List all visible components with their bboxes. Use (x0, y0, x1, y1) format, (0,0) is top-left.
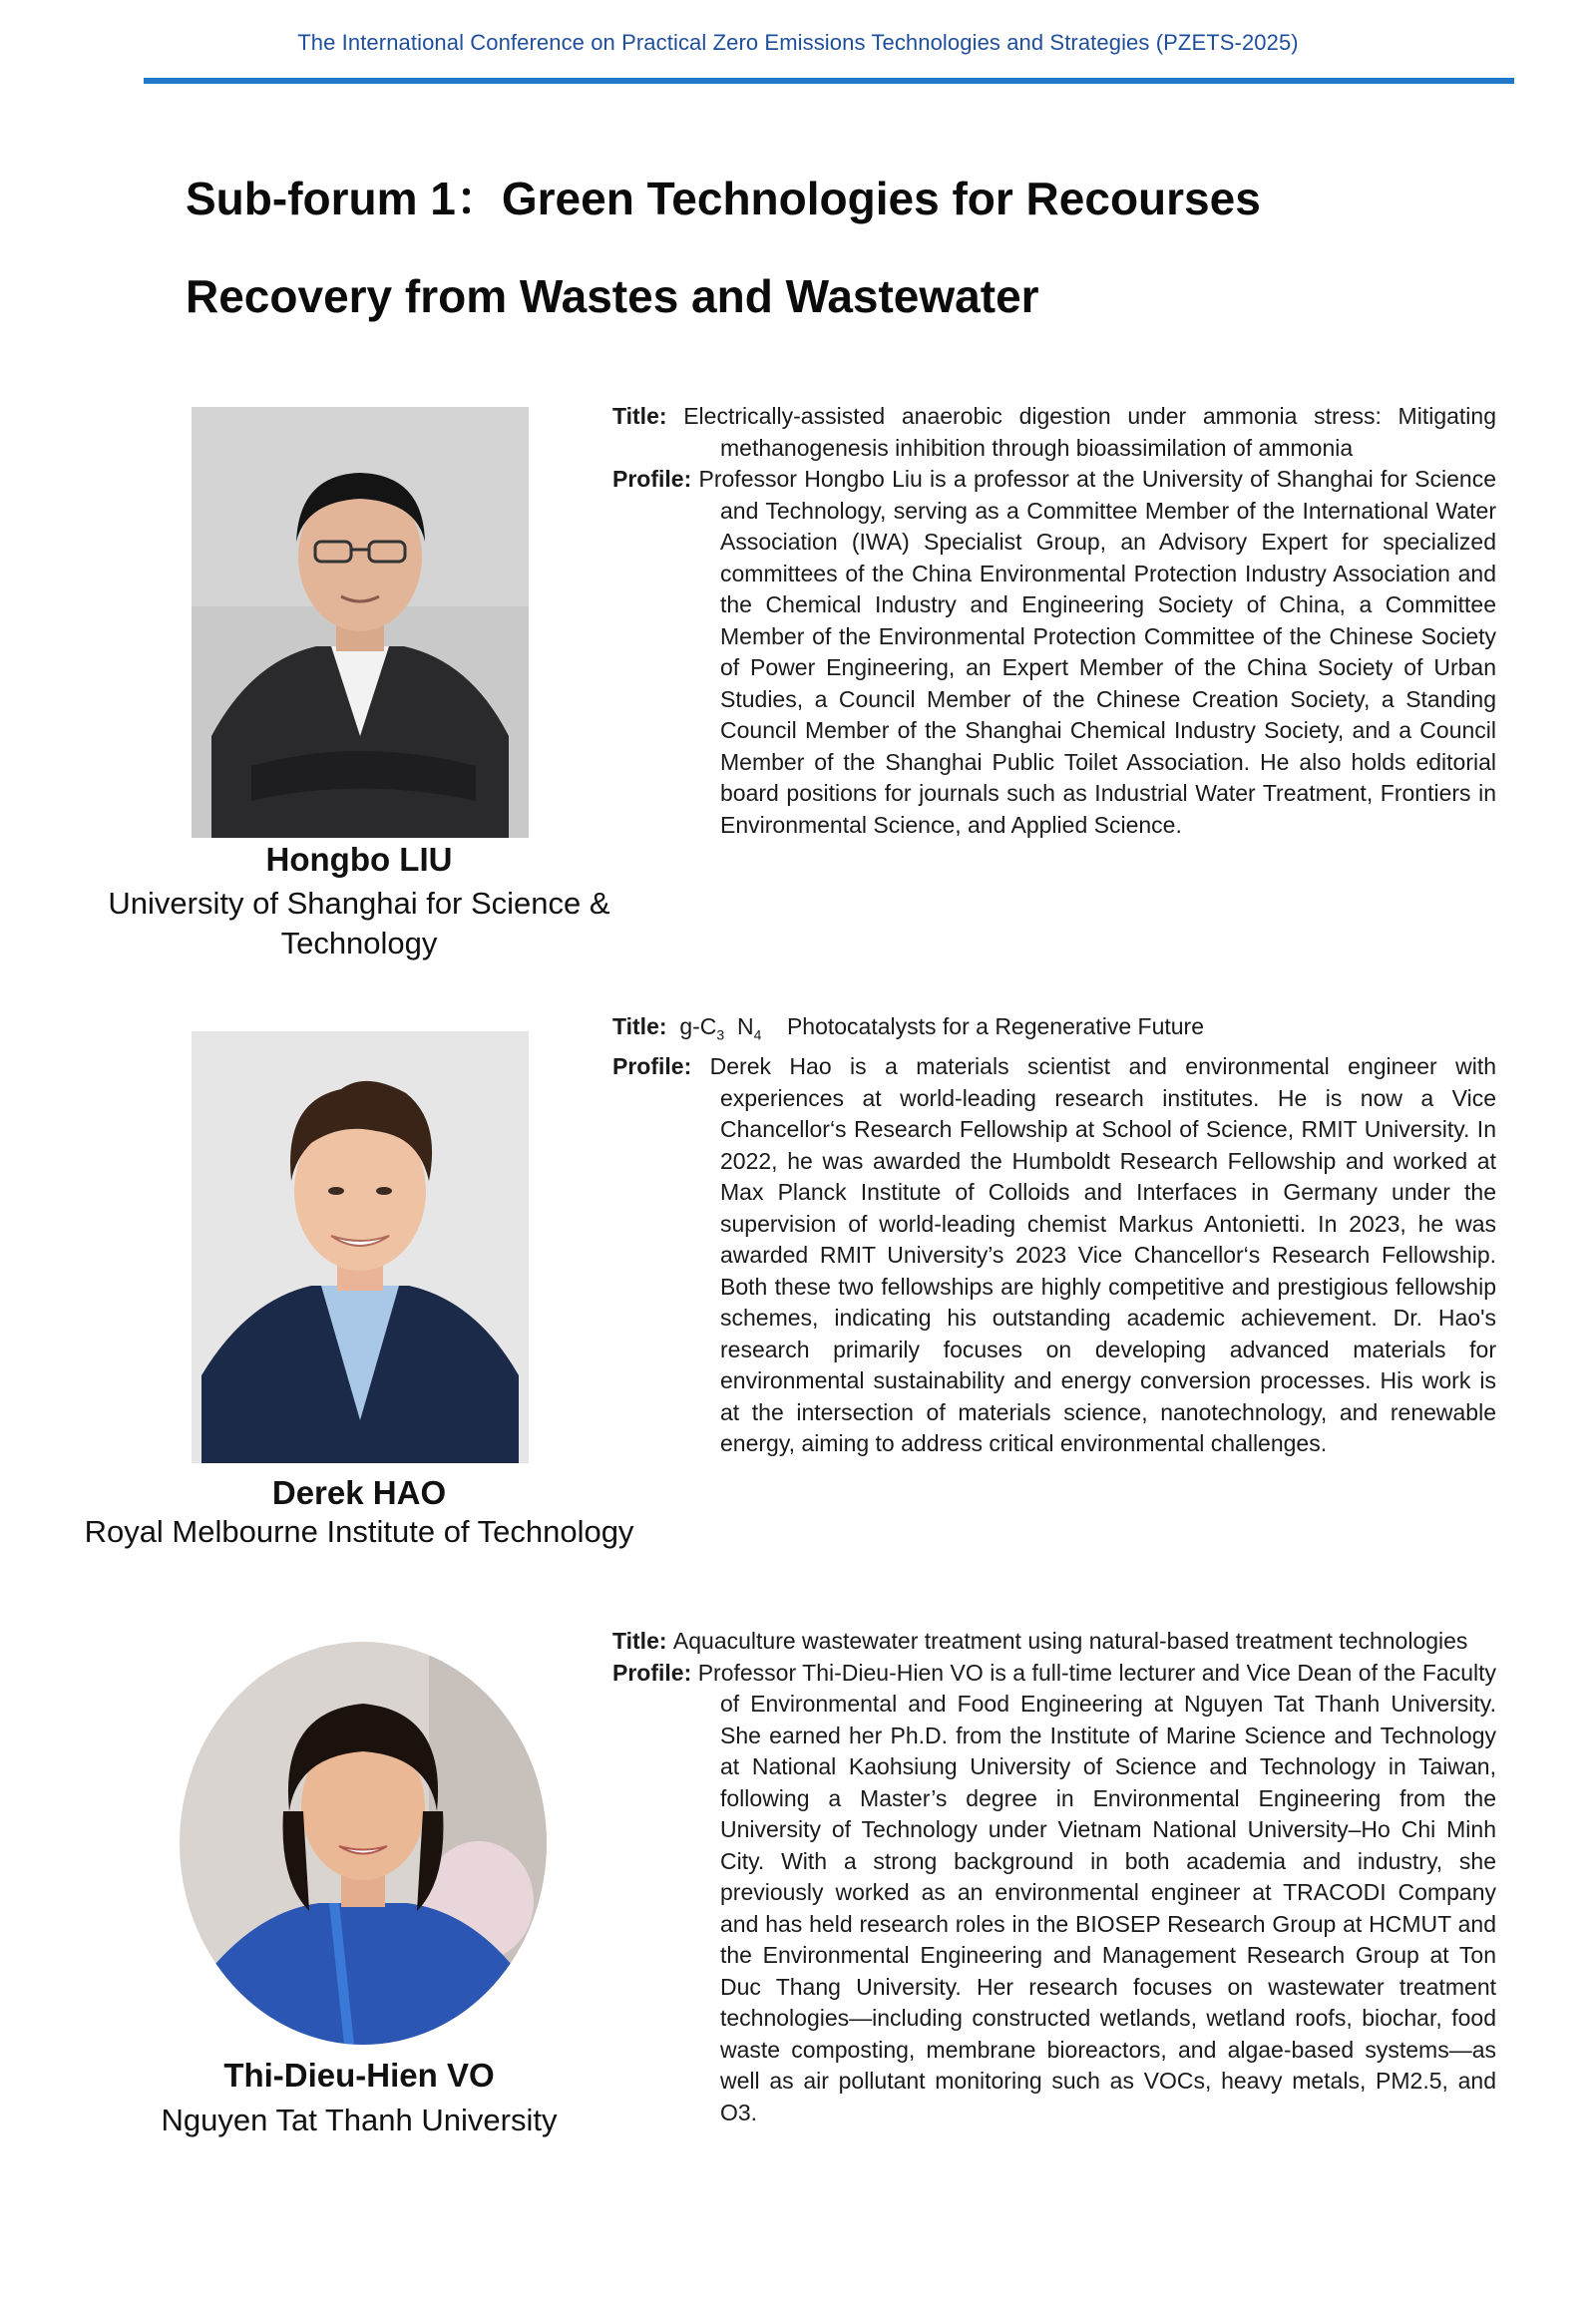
speaker-photo-hongbo-liu (192, 407, 529, 838)
profile-label: Profile: (612, 1659, 698, 1686)
affiliation-line: Royal Melbourne Institute of Technology (84, 1514, 634, 1549)
talk-title-row (612, 1011, 1496, 1051)
speaker-affiliation (90, 884, 628, 963)
profile-row (612, 464, 1496, 841)
affiliation-line: Nguyen Tat Thanh University (161, 2103, 558, 2137)
speaker-name: Thi-Dieu-Hien VO (223, 2057, 495, 2094)
speaker-photo-derek-hao (192, 1031, 529, 1463)
speaker-bio (612, 401, 1496, 841)
affiliation-line: Technology (280, 926, 438, 960)
speaker-name: Derek HAO (271, 1474, 447, 1511)
profile-text: Professor Thi-Dieu-Hien VO is a full-time lecturer and Vice Dean of the Faculty of Environmental and Food Engineering at Nguyen Tat Thanh University. She earned her Ph.D. from the Institute of Marine Science and Technology at National Kaohsiung University of Science and Technology in Taiwan, following a Master’s degree in Environmental Engineering from the University of Technology under Vietnam National University–Ho Chi Minh City. With a strong background in both academia and industry, she previously worked as an environmental engineer at TRACODI Company and has held research roles in the BIOSEP Research Group at HCMUT and the Environmental Engineering and Management Research Group at Ton Duc Thang University. Her research focuses on wastewater treatment technologies—including constructed wetlands, wetland roofs, biochar, food waste composting, membrane bioreactors, and algae-based systems—as well as air pollutant monitoring such as VOCs, heavy metals, PM2.5, and O3. (697, 1659, 1496, 2125)
speaker-affiliation (70, 1512, 648, 1552)
forum-title (186, 150, 1432, 345)
speaker-bio (612, 1626, 1496, 2128)
talk-title-subscript: 3 (716, 1026, 725, 1043)
conference-header: The International Conference on Practical Zero Emissions Technologies and Strategies (PZETS-2025) (297, 30, 1299, 55)
talk-title: Electrically-assisted anaerobic digestion under ammonia stress: Mitigating methanogenesis inhibition through bioassimilation of ammonia (683, 403, 1496, 461)
profile-label: Profile: (612, 466, 699, 492)
talk-title (673, 1013, 1204, 1043)
talk-title: Aquaculture wastewater treatment using natural-based treatment technologies (672, 1628, 1468, 1654)
profile-text: Professor Hongbo Liu is a professor at the University of Shanghai for Science and Technology, serving as a Committee Member of the International Water Association (IWA) Specialist Group, an Advisory Expert for specialized committees of the China Environmental Protection Industry Association and the Chemical Industry and Engineering Society of China, a Committee Member of the Environmental Protection Committee of the Chinese Society of Power Engineering, an Expert Member of the China Society of Urban Studies, a Council Member of the Chinese Creation Society, a Standing Council Member of the Shanghai Chemical Industry Society, and a Council Member of the Shanghai Public Toilet Association. He also holds editorial board positions for journals such as Industrial Water Treatment, Frontiers in Environmental Science, and Applied Science. (698, 466, 1496, 838)
title-label: Title: (612, 1628, 673, 1654)
title-label: Title: (612, 1013, 673, 1039)
speaker-photo-thi-dieu-hien-vo (180, 1642, 547, 2045)
talk-title-formula-g: g-C (679, 1013, 717, 1039)
title-label: Title: (612, 403, 684, 429)
talk-title-row (612, 401, 1496, 464)
talk-title-subscript: 4 (753, 1026, 762, 1043)
header-divider (144, 78, 1514, 84)
forum-title-line2: Recovery from Wastes and Wastewater (186, 270, 1039, 322)
talk-title-text: Photocatalysts for a Regenerative Future (786, 1013, 1204, 1039)
speaker-bio (612, 1011, 1496, 1460)
profile-text: Derek Hao is a materials scientist and environmental engineer with experiences at world-leading research institutes. He is now a Vice Chancellor‘s Research Fellowship at School of Science, RMIT University. In 2022, he was awarded the Humboldt Research Fellowship and worked at Max Planck Institute of Colloids and Interfaces in Germany under the supervision of world-leading chemist Markus Antonietti. In 2023, he was awarded RMIT University’s 2023 Vice Chancellor‘s Research Fellowship. Both these two fellowships are highly competitive and prestigious fellowship schemes, indicating his outstanding academic achievement. Dr. Hao's research primarily focuses on developing advanced materials for environmental sustainability and energy conversion processes. His work is at the intersection of materials science, nanotechnology, and renewable energy, aiming to address critical environmental challenges. (709, 1053, 1497, 1457)
profile-row (612, 1051, 1496, 1460)
profile-label: Profile: (612, 1053, 710, 1080)
talk-title-row (612, 1626, 1496, 1658)
affiliation-line: University of Shanghai for Science & (108, 886, 610, 921)
talk-title-formula-n: N (736, 1013, 754, 1039)
profile-row (612, 1658, 1496, 2129)
speaker-name: Hongbo LIU (265, 841, 453, 878)
speaker-affiliation (110, 2101, 608, 2140)
forum-title-line1: Sub-forum 1：Green Technologies for Recourses (186, 173, 1261, 224)
